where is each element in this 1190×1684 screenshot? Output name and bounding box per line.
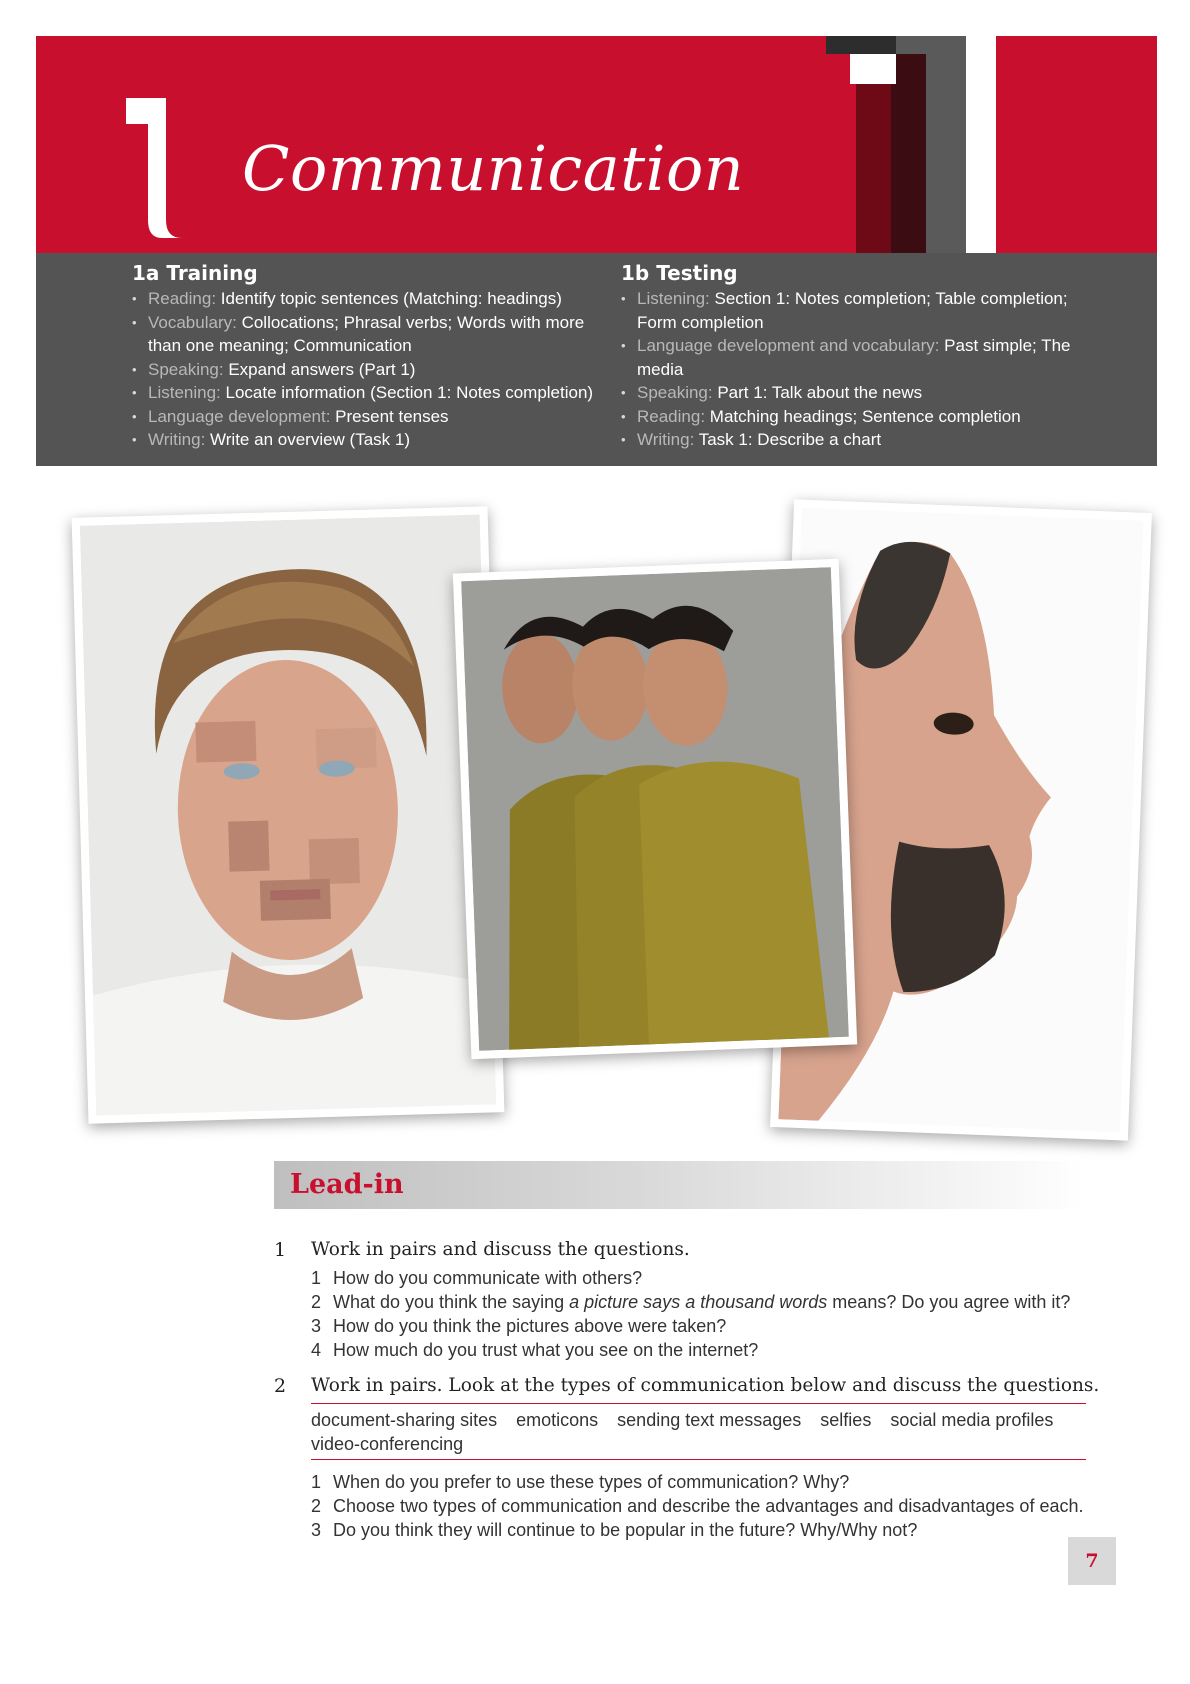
- sub-question: 4 How much do you trust what you see on the internet?: [311, 1340, 759, 1360]
- unit-banner: [36, 36, 1157, 253]
- word-item: selfies: [820, 1410, 872, 1430]
- word-item: emoticons: [516, 1410, 599, 1430]
- unit-title: Communication: [242, 132, 745, 205]
- training-list: [132, 287, 602, 452]
- divider: [311, 1403, 1086, 1404]
- sub-question: 3 How do you think the pictures above were taken?: [311, 1316, 727, 1336]
- word-item: sending text messages: [617, 1410, 802, 1430]
- sub-question: 3 Do you think they will continue to be popular in the future? Why/Why not?: [311, 1520, 918, 1540]
- sub-question: 1 How do you communicate with others?: [311, 1268, 643, 1288]
- testing-column: [621, 261, 1101, 452]
- word-box: [311, 1408, 1071, 1456]
- sub-question: 1 When do you prefer to use these types of communication? Why?: [311, 1472, 850, 1492]
- list-item: • Language development: Present tenses: [132, 405, 602, 429]
- training-column: [132, 261, 602, 452]
- list-item: • Listening: Locate information (Section 1: Notes completion): [132, 381, 602, 405]
- list-item: • Listening: Section 1: Notes completion; Table completion; Form completion: [621, 287, 1101, 334]
- list-item: • Writing: Write an overview (Task 1): [132, 428, 602, 452]
- word-item: video-conferencing: [311, 1434, 464, 1454]
- list-item: • Language development and vocabulary: Past simple; The media: [621, 334, 1101, 381]
- unit-overview: [36, 253, 1157, 466]
- word-item: document-sharing sites: [311, 1410, 498, 1430]
- sub-question: 2 What do you think the saying a picture says a thousand words means? Do you agree with it?: [311, 1292, 1071, 1312]
- list-item: • Reading: Identify topic sentences (Matching: headings): [132, 287, 602, 311]
- page-number: 7: [1068, 1537, 1116, 1585]
- list-item: • Speaking: Part 1: Talk about the news: [621, 381, 1101, 405]
- leadin-header: [274, 1161, 1086, 1209]
- list-item: • Reading: Matching headings; Sentence completion: [621, 405, 1101, 429]
- question-text: Work in pairs and discuss the questions.: [311, 1239, 690, 1260]
- list-item: • Speaking: Expand answers (Part 1): [132, 358, 602, 382]
- training-heading: 1a Training: [132, 261, 258, 285]
- unit-number-icon: [122, 98, 182, 238]
- sub-question: 2 Choose two types of communication and describe the advantages and disadvantages of each.: [311, 1496, 1084, 1516]
- divider: [311, 1459, 1086, 1460]
- photo-pixelated-face: [72, 506, 505, 1123]
- question-text: Work in pairs. Look at the types of communication below and discuss the questions.: [311, 1375, 1100, 1396]
- photo-triple-profile: [453, 559, 857, 1059]
- leadin-title: Lead-in: [290, 1169, 404, 1200]
- list-item: • Vocabulary: Collocations; Phrasal verbs; Words with more than one meaning; Communication: [132, 311, 602, 358]
- question-number: 1: [274, 1239, 287, 1261]
- testing-list: [621, 287, 1101, 452]
- testing-heading: 1b Testing: [621, 261, 738, 285]
- word-item: social media profiles: [890, 1410, 1054, 1430]
- question-number: 2: [274, 1375, 287, 1397]
- list-item: • Writing: Task 1: Describe a chart: [621, 428, 1101, 452]
